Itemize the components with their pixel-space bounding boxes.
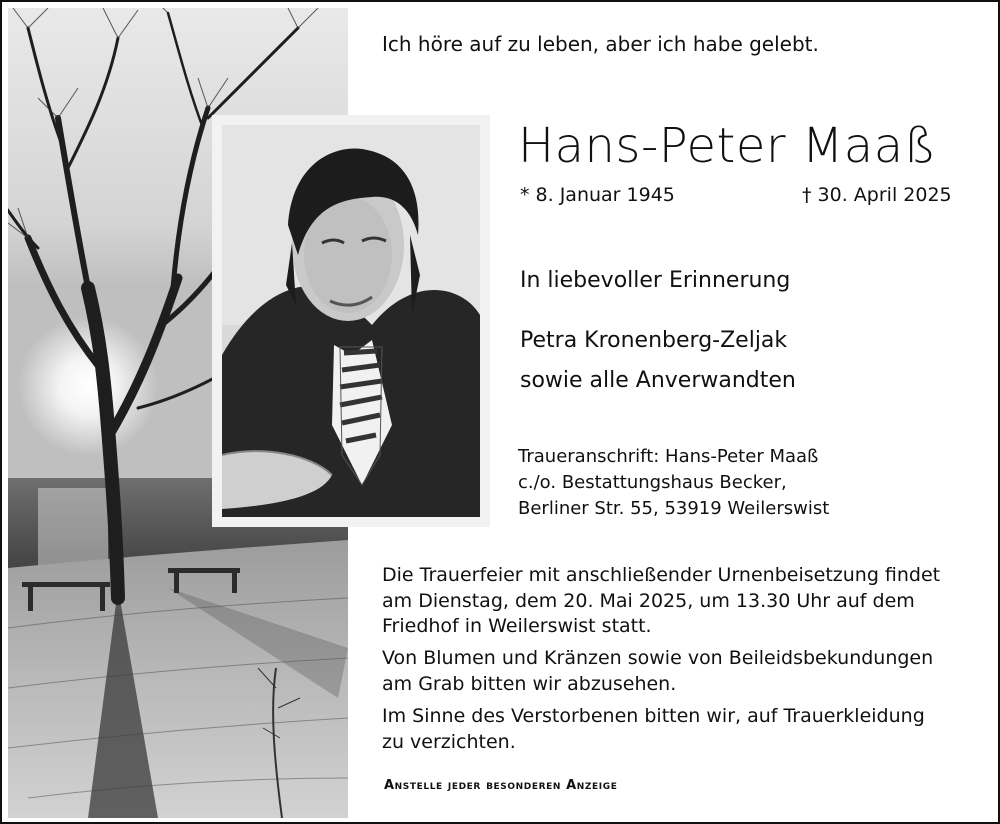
service-text-line: am Dienstag, dem 20. Mai 2025, um 13.30 Uhr auf dem [382, 590, 915, 612]
death-date: † 30. April 2025 [802, 184, 952, 206]
mourner-relatives: sowie alle Anverwandten [520, 368, 796, 393]
clothing-text-line: zu verzichten. [382, 731, 516, 753]
service-text-line: Friedhof in Weilerswist statt. [382, 615, 652, 637]
portrait-frame [212, 115, 490, 527]
memory-line: In liebevoller Erinnerung [520, 268, 791, 293]
address-line: c./o. Bestattungshaus Becker, [518, 472, 787, 493]
address-line: Berliner Str. 55, 53919 Weilerswist [518, 498, 830, 519]
address-line: Traueranschrift: Hans-Peter Maaß [518, 446, 819, 467]
notice-text: Anstelle jeder besonderen Anzeige [384, 778, 618, 793]
service-text-line: Die Trauerfeier mit anschließender Urnenbeisetzung findet [382, 564, 941, 586]
portrait-photo [222, 125, 480, 517]
mourner-name: Petra Kronenberg-Zeljak [520, 328, 788, 353]
birth-date: * 8. Januar 1945 [520, 184, 675, 206]
clothing-text-line: Im Sinne des Verstorbenen bitten wir, auf Trauerkleidung [382, 705, 925, 727]
motto-text: Ich höre auf zu leben, aber ich habe gelebt. [382, 32, 819, 56]
flowers-text-line: am Grab bitten wir abzusehen. [382, 673, 677, 695]
deceased-name: Hans-Peter Maaß [518, 118, 937, 174]
flowers-text-line: Von Blumen und Kränzen sowie von Beileidsbekundungen [382, 647, 934, 669]
